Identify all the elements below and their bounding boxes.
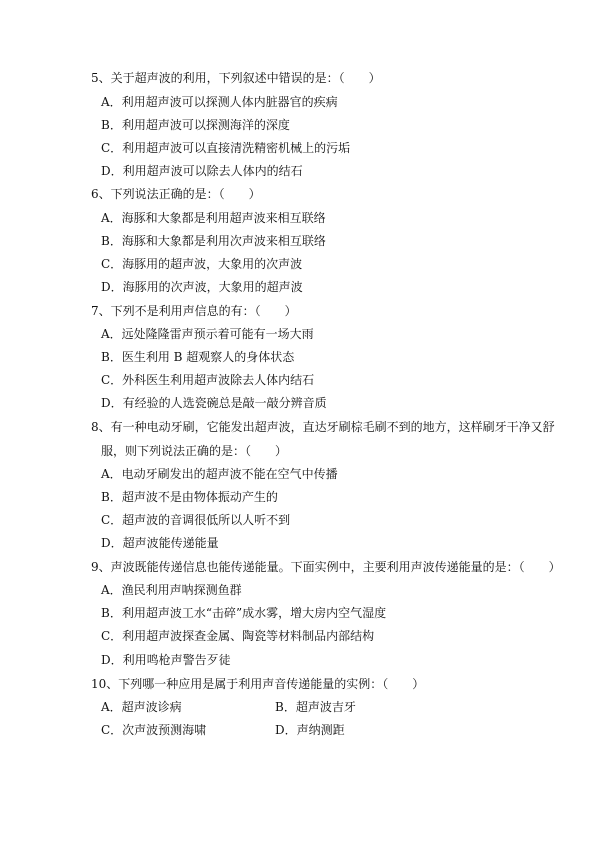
question-8-stem-continued: 服，则下列说法正确的是：（ ） [101,444,288,458]
question-5-option-c: C．利用超声波可以直接清洗精密机械上的污垢 [101,141,351,155]
question-8-option-b: B．超声波不是由物体振动产生的 [101,490,278,504]
question-9-option-c: C．利用超声波探查金属、陶瓷等材料制品内部结构 [101,629,375,643]
question-6-option-a: A．海豚和大象都是利用超声波来相互联络 [101,211,326,225]
question-8-option-c: C．超声波的音调很低所以人听不到 [101,513,291,527]
question-5-option-b: B．利用超声波可以探测海洋的深度 [101,118,290,132]
question-8-option-d: D．超声波能传递能量 [101,536,219,550]
question-10-option-c: C．次声波预测海啸 [101,723,207,737]
question-7-stem: 7、下列不是利用声信息的有：（ ） [91,304,297,318]
question-10-option-b: B．超声波吉牙 [275,700,356,714]
question-9-option-d: D．利用鸣枪声警告歹徒 [101,653,231,667]
question-5-option-d: D．利用超声波可以除去人体内的结石 [101,164,303,178]
question-9-stem: 9、声波既能传递信息也能传递能量。下面实例中，主要利用声波传递能量的是：（ ） [91,560,561,574]
question-8-stem: 8、有一种电动牙刷，它能发出超声波，直达牙刷棕毛刷不到的地方，这样刷牙干净又舒 [91,420,555,434]
question-6-option-c: C．海豚用的超声波，大象用的次声波 [101,257,303,271]
question-5-option-a: A．利用超声波可以探测人体内脏器官的疾病 [101,95,338,109]
question-10-option-a: A．超声波诊病 [101,700,182,714]
question-7-option-a: A．远处隆隆雷声预示着可能有一场大雨 [101,327,314,341]
question-9-option-a: A．渔民利用声呐探测鱼群 [101,583,242,597]
question-6-option-b: B．海豚和大象都是利用次声波来相互联络 [101,234,326,248]
question-7-option-b: B．医生利用 B 超观察人的身体状态 [101,350,295,364]
question-8-option-a: A．电动牙刷发出的超声波不能在空气中传播 [101,467,338,481]
question-9-option-b: B．利用超声波工水“击碎”成水雾，增大房内空气湿度 [101,606,387,620]
question-6-stem: 6、下列说法正确的是：（ ） [91,187,261,201]
question-7-option-c: C．外科医生利用超声波除去人体内结石 [101,373,315,387]
question-6-option-d: D．海豚用的次声波，大象用的超声波 [101,280,303,294]
question-10-stem: 10、下列哪一种应用是属于利用声音传递能量的实例：（ ） [91,677,425,691]
question-5-stem: 5、关于超声波的利用，下列叙述中错误的是：（ ） [91,71,381,85]
question-10-option-d: D．声纳测距 [275,723,345,737]
question-7-option-d: D．有经验的人选瓷碗总是敲一敲分辨音质 [101,396,327,410]
